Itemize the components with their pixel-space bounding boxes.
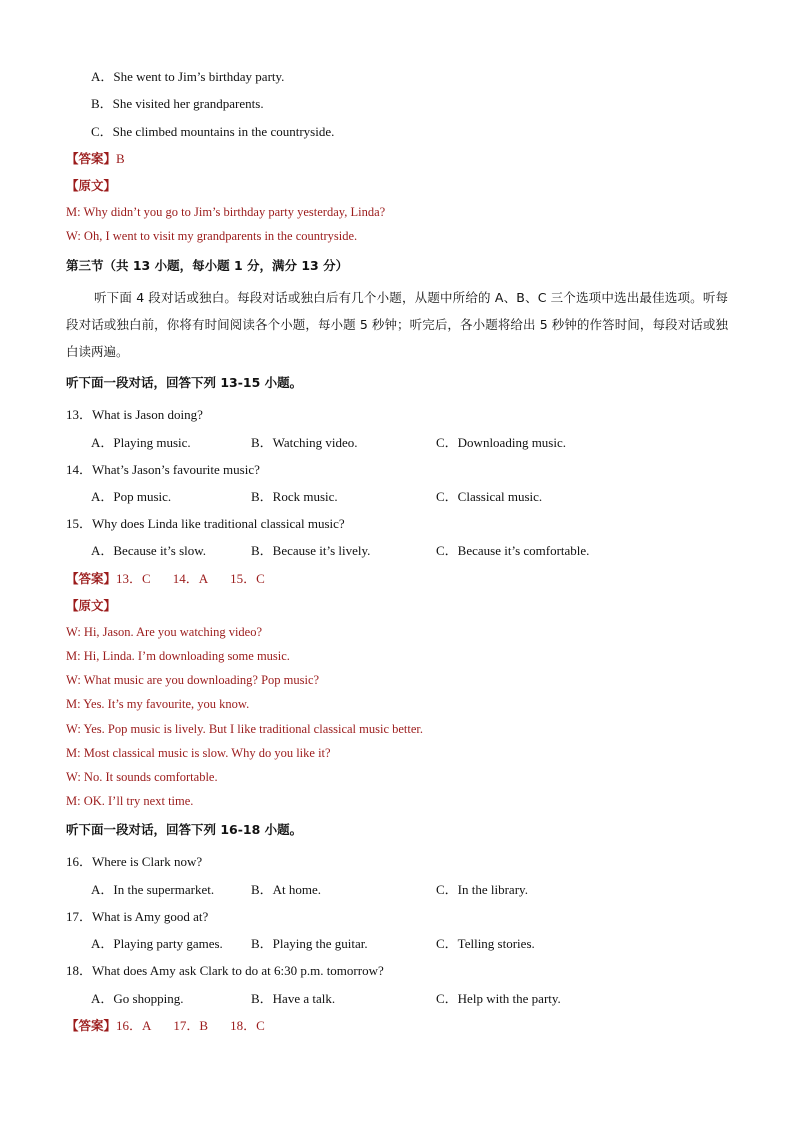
option-c: C．In the library. xyxy=(436,882,528,897)
answer-13: 13．C xyxy=(116,571,151,586)
option-b: B．Watching video. xyxy=(251,435,358,450)
option-c: C．Because it’s comfortable. xyxy=(436,543,590,558)
prev-transcript-tag xyxy=(66,177,116,195)
answer-17: 17．B xyxy=(173,1018,209,1033)
option-a: A．Playing party games. xyxy=(91,936,223,951)
group2-answers xyxy=(66,1017,287,1035)
group1-transcript-tag xyxy=(66,597,116,615)
transcript-tag: 【原文】 xyxy=(66,598,117,613)
option-b: B．At home. xyxy=(251,882,322,897)
answer-15: 15．C xyxy=(230,571,265,586)
option-c: C．Help with the party. xyxy=(436,991,561,1006)
question-14: 14．What’s Jason’s favourite music? xyxy=(66,462,260,477)
group1-answers xyxy=(66,570,287,588)
transcript-line: M: OK. I’ll try next time. xyxy=(66,794,194,808)
question-13-options xyxy=(91,434,731,452)
question-17: 17．What is Amy good at? xyxy=(66,909,209,924)
option-b: B．Have a talk. xyxy=(251,991,336,1006)
transcript-line: M: Yes. It’s my favourite, you know. xyxy=(66,697,250,711)
option-b: B．Playing the guitar. xyxy=(251,936,368,951)
prev-option-a: A．She went to Jim’s birthday party. xyxy=(91,69,285,84)
option-c: C．Classical music. xyxy=(436,489,543,504)
transcript-line: W: Yes. Pop music is lively. But I like traditional classical music better. xyxy=(66,722,424,736)
option-c: C．Telling stories. xyxy=(436,936,535,951)
option-a: A．Go shopping. xyxy=(91,991,184,1006)
prev-option-c: C．She climbed mountains in the countryside. xyxy=(91,124,335,139)
prev-answer xyxy=(66,150,125,168)
answer-18: 18．C xyxy=(230,1018,265,1033)
group-heading: 听下面一段对话，回答下列 16-18 小题。 xyxy=(66,822,303,837)
transcript-line: M: Hi, Linda. I’m downloading some music. xyxy=(66,649,290,663)
question-18: 18．What does Amy ask Clark to do at 6:30 p.m. tomorrow? xyxy=(66,963,384,978)
question-13: 13．What is Jason doing? xyxy=(66,407,203,422)
option-a: A．Because it’s slow. xyxy=(91,543,207,558)
section-instructions: 听下面 4 段对话或独白。每段对话或独白后有几个小题，从题中所给的 A、B、C 三个选项中选出最佳选项。听每段对话或独白前，你将有时间阅读各个小题，每小题 5 秒钟；听完后，各小题将给出 5 秒钟的作答时间，每段对话或独白读两遍。 xyxy=(66,290,728,359)
transcript-line: M: Why didn’t you go to Jim’s birthday party yesterday, Linda? xyxy=(66,205,386,219)
question-14-options xyxy=(91,488,731,506)
transcript-line: M: Most classical music is slow. Why do you like it? xyxy=(66,746,331,760)
group-heading: 听下面一段对话，回答下列 13-15 小题。 xyxy=(66,375,303,390)
option-b: B．Because it’s lively. xyxy=(251,543,371,558)
answer-tag: 【答案】 xyxy=(66,151,117,166)
question-16: 16．Where is Clark now? xyxy=(66,854,203,869)
answer-tag: 【答案】 xyxy=(66,1018,117,1033)
transcript-line: W: What music are you downloading? Pop music? xyxy=(66,673,320,687)
option-a: A．Playing music. xyxy=(91,435,191,450)
question-15-options xyxy=(91,542,731,560)
question-17-options xyxy=(91,935,731,953)
question-18-options xyxy=(91,990,731,1008)
question-15: 15．Why does Linda like traditional classical music? xyxy=(66,516,345,531)
transcript-line: W: Hi, Jason. Are you watching video? xyxy=(66,625,263,639)
option-a: A．In the supermarket. xyxy=(91,882,215,897)
answer-tag: 【答案】 xyxy=(66,571,117,586)
transcript-tag: 【原文】 xyxy=(66,178,117,193)
question-16-options xyxy=(91,881,731,899)
option-b: B．Rock music. xyxy=(251,489,338,504)
option-c: C．Downloading music. xyxy=(436,435,566,450)
answer-14: 14．A xyxy=(172,571,209,586)
option-a: A．Pop music. xyxy=(91,489,172,504)
prev-option-b: B．She visited her grandparents. xyxy=(91,96,264,111)
answer-value: B xyxy=(116,151,125,166)
answer-16: 16．A xyxy=(116,1018,152,1033)
section-heading: 第三节（共 13 小题，每小题 1 分，满分 13 分） xyxy=(66,258,349,273)
transcript-line: W: No. It sounds comfortable. xyxy=(66,770,218,784)
transcript-line: W: Oh, I went to visit my grandparents in the countryside. xyxy=(66,229,358,243)
